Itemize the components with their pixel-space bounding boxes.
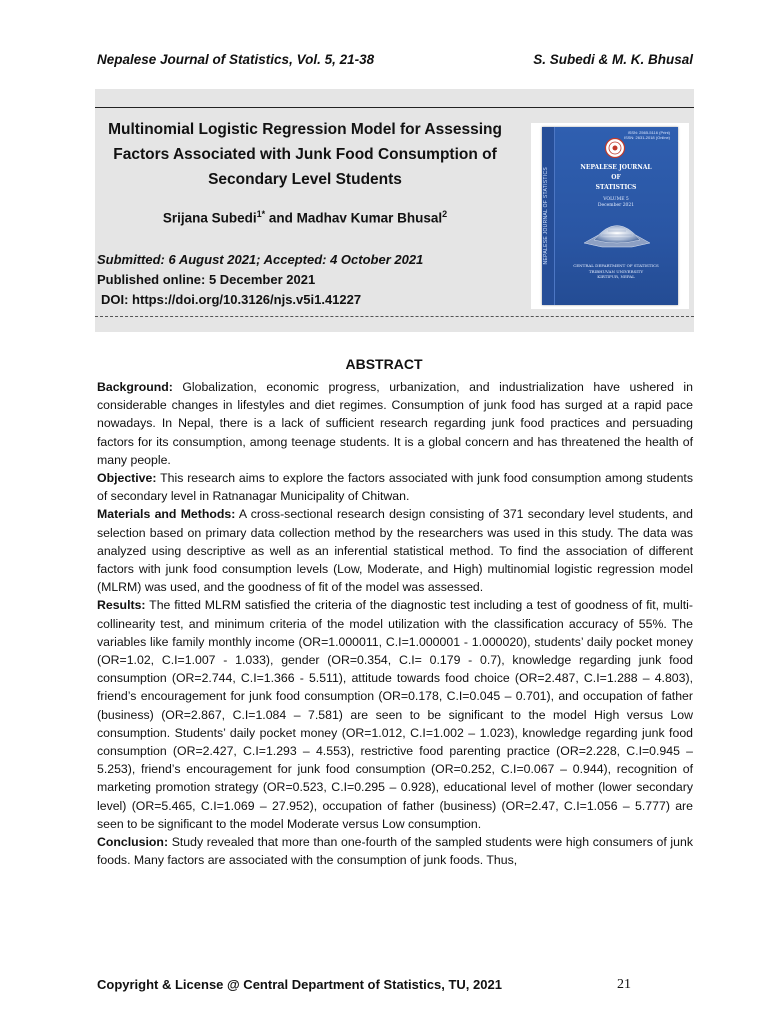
results-text: The fitted MLRM satisfied the criteria of the diagnostic test including a test of goodness of fit, multi-collinearity test, and minimum criteria of the model utilization with the classification accuracy of 55%. The variables like family monthly income (OR=1.000011, C.I=1.000001 - 1.000020), students’ daily pocket money (OR=1.02, C.I=1.007 - 1.033), gender (OR=0.354, C.I= 0.179 - 0.7), knowledge regarding junk food consumption (OR=2.744, C.I=1.366 - 5.511), attitude towards food choice (OR=2.487, C.I=1.288 – 4.803), friend’s encouragement for junk food consumption (OR=0.178, C.I=0.045 – 0.701), and occupation of father (business) (OR=2.867, C.I=1.084 – 7.581) are seen to be significant to the model High versus Low consumption. Students’ daily pocket money (OR=1.012, C.I=1.002 – 1.023), knowledge regarding junk food consumption (OR=2.427, C.I=1.293 – 4.553), restrictive food parenting practice (OR=2.228, C.I=0.945 – 5.253), friend’s encouragement for junk food consumption (OR=0.252, C.I=0.067 – 0.944), recognition of marketing promotion strategy (OR=0.523, C.I=0.295 – 0.928), educational level of mother (lower secondary level) (OR=5.465, C.I=1.069 – 27.952), occupation of father (business) (OR=2.47, C.I=1.056 – 5.777) are seen to be significant to the model Moderate versus Low consumption. bbox=[97, 598, 693, 831]
cover-issn-print: ISSN: 2565-5116 (Print) bbox=[627, 130, 670, 135]
background-label: Background: bbox=[97, 380, 173, 394]
author-2: Madhav Kumar Bhusal bbox=[296, 210, 443, 226]
author-1: Srijana Subedi bbox=[162, 210, 257, 226]
conclusion-text: Study revealed that more than one-fourth of the sampled students were high consumers of junk foods. Many factors are associated with the consumption of junk foods. Thus, bbox=[97, 835, 693, 868]
cover-journal-name-line-3: STATISTICS bbox=[595, 184, 637, 191]
doi-link[interactable]: DOI: https://doi.org/10.3126/njs.v5i1.41227 bbox=[101, 292, 362, 307]
bottom-rule bbox=[95, 316, 694, 317]
title-block bbox=[95, 89, 694, 332]
published-date: Published online: 5 December 2021 bbox=[97, 272, 316, 287]
abstract-objective bbox=[97, 469, 693, 505]
top-rule bbox=[95, 107, 694, 108]
cover-publisher bbox=[556, 263, 676, 280]
abstract-body bbox=[97, 378, 693, 869]
cover-issn bbox=[624, 130, 670, 140]
methods-label: Materials and Methods: bbox=[97, 507, 236, 522]
abstract-heading: ABSTRACT bbox=[345, 356, 423, 372]
cover-journal-name bbox=[556, 163, 676, 193]
page-footer bbox=[97, 977, 693, 997]
journal-citation: Nepalese Journal of Statistics, Vol. 5, 21-38 bbox=[97, 52, 375, 67]
cover-spine bbox=[542, 127, 555, 305]
surface-plot-icon bbox=[582, 213, 652, 249]
objective-text: This research aims to explore the factors associated with junk food consumption among students of secondary level in Ratnanagar Municipality of Chitwan. bbox=[97, 471, 693, 504]
methods-text: A cross-sectional research design consisting of 371 secondary level students, and selection based on primary data collection method by the researchers was used in this study. The data was analyzed using descriptive as well as an inferential statistical method. To find the association of different factors with junk food consumption levels (Low, Moderate, and High) multinomial logistic regression model (MLRM) was used, and the goodness of fit of the model was assessed. bbox=[97, 507, 693, 595]
running-head bbox=[97, 52, 693, 72]
results-label: Results: bbox=[97, 598, 146, 613]
cover-publisher-location: KIRTIPUR, NEPAL bbox=[597, 274, 635, 279]
cover-journal-name-line-1: NEPALESE JOURNAL bbox=[580, 164, 652, 171]
conclusion-label: Conclusion: bbox=[97, 835, 169, 850]
background-text: Globalization, economic progress, urbanization, and industrialization have ushered in considerable changes in lifestyles and diet regimes. Consumption of junk food has surged at a rapid pace nowadays. In Nepal, there is a lack of sufficient research regarding junk food practices and persuading factors for its consumption, among teenage students. It is a global concern and has threatened the health of many people. bbox=[97, 380, 693, 467]
university-emblem-icon bbox=[604, 137, 626, 159]
cover-spine-text: NEPALESE JOURNAL OF STATISTICS bbox=[543, 167, 549, 265]
submission-dates: Submitted: 6 August 2021; Accepted: 4 October 2021 bbox=[97, 252, 424, 267]
cover-publisher-department: CENTRAL DEPARTMENT OF STATISTICS bbox=[573, 263, 659, 268]
page-number: 21 bbox=[617, 977, 631, 992]
cover-volume bbox=[556, 197, 676, 209]
cover-issn-online: ISSN: 2631-2018 (Online) bbox=[623, 135, 670, 140]
cover-panel bbox=[542, 127, 678, 305]
cover-journal-name-line-2: OF bbox=[611, 174, 621, 181]
cover-publisher-university: TRIBHUVAN UNIVERSITY bbox=[588, 268, 644, 274]
abstract-methods bbox=[97, 505, 693, 596]
author-2-affiliation-mark: 2 bbox=[442, 209, 448, 219]
author-line bbox=[103, 209, 507, 226]
objective-label: Objective: bbox=[97, 471, 157, 486]
article-title: Multinomial Logistic Regression Model for Assessing Factors Associated with Junk Food Consumption of Secondary Level Students bbox=[108, 121, 502, 188]
cover-volume-number: VOLUME 5 bbox=[603, 197, 629, 202]
copyright-license: Copyright & License @ Central Department of Statistics, TU, 2021 bbox=[97, 977, 502, 992]
abstract-conclusion bbox=[97, 833, 693, 869]
author-1-affiliation-mark: 1* bbox=[256, 209, 266, 219]
cover-volume-date: December 2021 bbox=[597, 203, 635, 208]
abstract-results bbox=[97, 596, 693, 833]
running-authors: S. Subedi & M. K. Bhusal bbox=[533, 52, 693, 67]
author-connector: and bbox=[265, 210, 297, 226]
journal-cover-image bbox=[531, 123, 689, 309]
abstract-background bbox=[97, 378, 693, 469]
